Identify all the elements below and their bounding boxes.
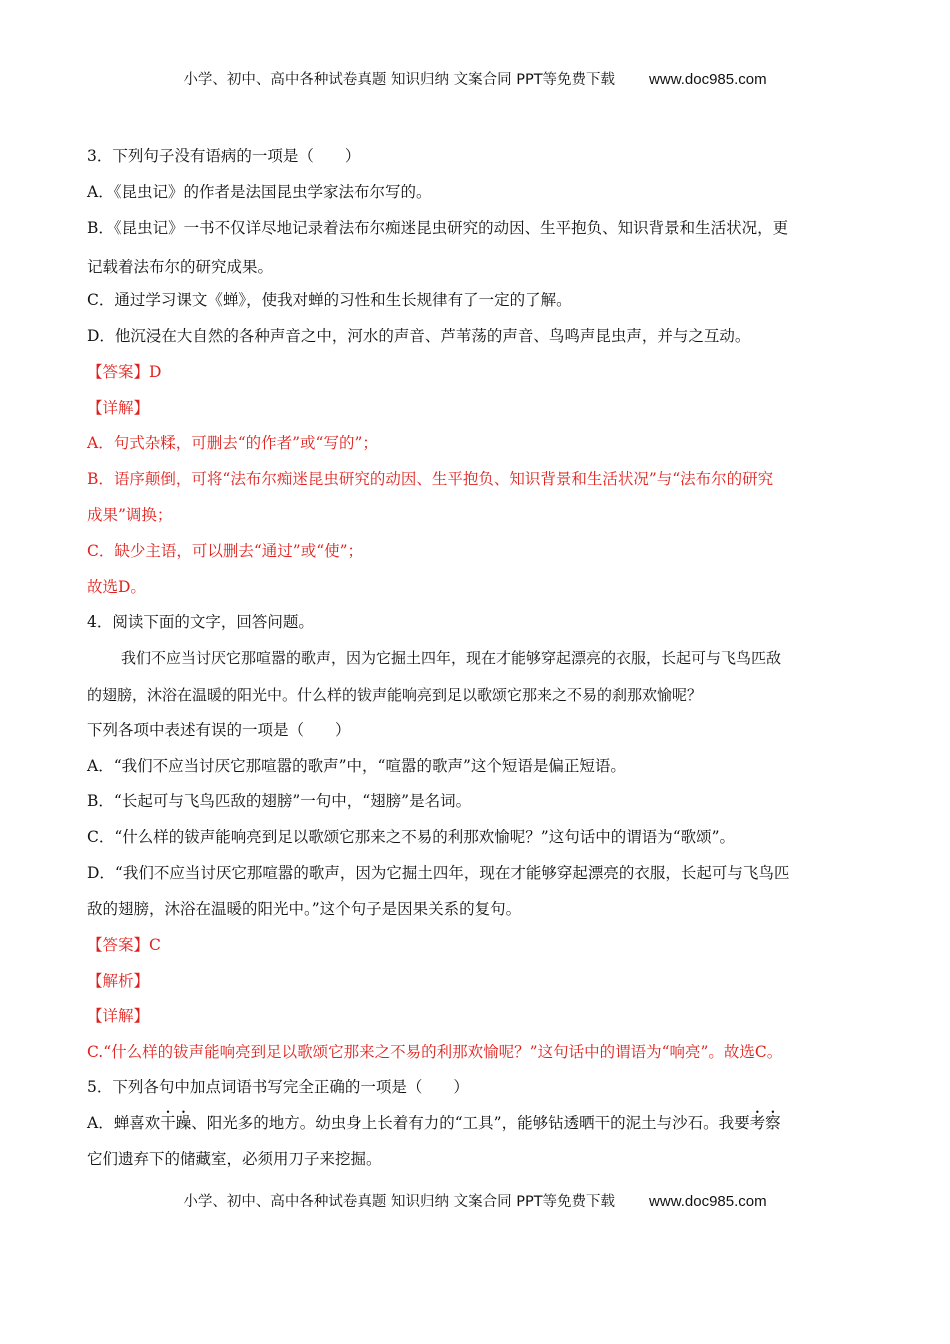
page-header xyxy=(0,68,950,89)
q4-sub-stem: 下列各项中表述有误的一项是（ ） xyxy=(87,721,351,739)
q3-option-b-line1: B．《昆虫记》一书不仅详尽地记录着法布尔痴迷昆虫研究的动因、生平抱负、知识背景和生活状况，更 xyxy=(87,219,789,237)
q5-stem: 5．下列各句中加点词语书写完全正确的一项是（ ） xyxy=(87,1078,469,1096)
q4-explanation: C.“什么样的钹声能响亮到足以歌颂它那来之不易的利那欢愉呢？”这句话中的谓语为“响亮”。故选C。 xyxy=(87,1043,783,1061)
q4-option-c: C．“什么样的钹声能响亮到足以歌颂它那来之不易的利那欢愉呢？”这句话中的谓语为“歌颂”。 xyxy=(87,828,736,846)
q3-conclusion: 故选D。 xyxy=(87,578,146,596)
q4-answer xyxy=(87,935,161,955)
page-footer xyxy=(0,1190,950,1211)
dotted-char: 察 xyxy=(765,1114,781,1132)
q4-option-d-line2: 敌的翅膀，沐浴在温暖的阳光中。”这个句子是因果关系的复句。 xyxy=(87,900,522,918)
q3-option-c: C．通过学习课文《蝉》，使我对蝉的习性和生长规律有了一定的了解。 xyxy=(87,291,572,309)
dotted-char: 考 xyxy=(749,1114,766,1132)
q4-stem: 4．阅读下面的文字，回答问题。 xyxy=(87,613,314,631)
q5-a-text-start: A．蝉喜欢 xyxy=(87,1114,161,1132)
q3-option-a: A．《昆虫记》的作者是法国昆虫学家法布尔写的。 xyxy=(87,183,432,201)
answer-tag: 【答案】 xyxy=(87,936,150,954)
q4-analysis-tag: 【解析】 xyxy=(87,972,150,990)
q3-detail-tag: 【详解】 xyxy=(87,399,150,417)
q4-option-b: B．“长起可与飞鸟匹敌的翅膀”一句中，“翅膀”是名词。 xyxy=(87,792,472,810)
answer-value: D xyxy=(149,363,162,381)
q3-explanation-c: C．缺少主语，可以删去“通过”或“使”； xyxy=(87,542,364,560)
q3-option-b-line2: 记载着法布尔的研究成果。 xyxy=(87,258,274,276)
footer-text: 小学、初中、高中各种试卷真题 知识归纳 文案合同 PPT等免费下载 xyxy=(183,1194,616,1210)
q5-a-text-middle: 、阳光多的地方。幼虫身上长着有力的“工具”，能够钻透晒干的泥土与沙石。我要 xyxy=(191,1114,750,1132)
dotted-char: 干 xyxy=(160,1114,176,1132)
answer-tag: 【答案】 xyxy=(87,363,150,381)
q5-option-a-line1 xyxy=(87,1113,781,1133)
q3-stem: 3．下列句子没有语病的一项是（ ） xyxy=(87,147,361,165)
answer-value: C xyxy=(149,936,161,954)
header-text: 小学、初中、高中各种试卷真题 知识归纳 文案合同 PPT等免费下载 xyxy=(183,72,616,88)
q3-explanation-a: A．句式杂糅，可删去“的作者”或“写的”； xyxy=(87,434,378,452)
q3-option-d: D．他沉浸在大自然的各种声音之中，河水的声音、芦苇荡的声音、鸟鸣声昆虫声，并与之互动。 xyxy=(87,327,751,345)
q4-option-a: A．“我们不应当讨厌它那喧嚣的歌声”中，“喧嚣的歌声”这个短语是偏正短语。 xyxy=(87,757,626,775)
q3-explanation-b-line2: 成果”调换； xyxy=(87,506,173,524)
q3-answer xyxy=(87,362,161,382)
q5-option-a-line2: 它们遗弃下的储藏室，必须用刀子来挖掘。 xyxy=(87,1150,382,1168)
q4-detail-tag: 【详解】 xyxy=(87,1007,150,1025)
header-url[interactable]: www.doc985.com xyxy=(649,71,767,88)
q4-option-d-line1: D．“我们不应当讨厌它那喧嚣的歌声，因为它掘土四年，现在才能够穿起漂亮的衣服，长起可与飞鸟匹 xyxy=(87,864,790,882)
footer-url[interactable]: www.doc985.com xyxy=(649,1193,767,1210)
q4-passage-line1: 我们不应当讨厌它那喧嚣的歌声，因为它掘土四年，现在才能够穿起漂亮的衣服，长起可与飞鸟匹敌 xyxy=(121,649,782,667)
q4-passage-line2: 的翅膀，沐浴在温暖的阳光中。什么样的钹声能响亮到足以歌颂它那来之不易的刹那欢愉呢？ xyxy=(87,686,703,704)
q3-explanation-b-line1: B．语序颠倒，可将“法布尔痴迷昆虫研究的动因、生平抱负、知识背景和生活状况”与“法布尔的研究 xyxy=(87,470,774,488)
dotted-char: 躁 xyxy=(175,1114,192,1132)
